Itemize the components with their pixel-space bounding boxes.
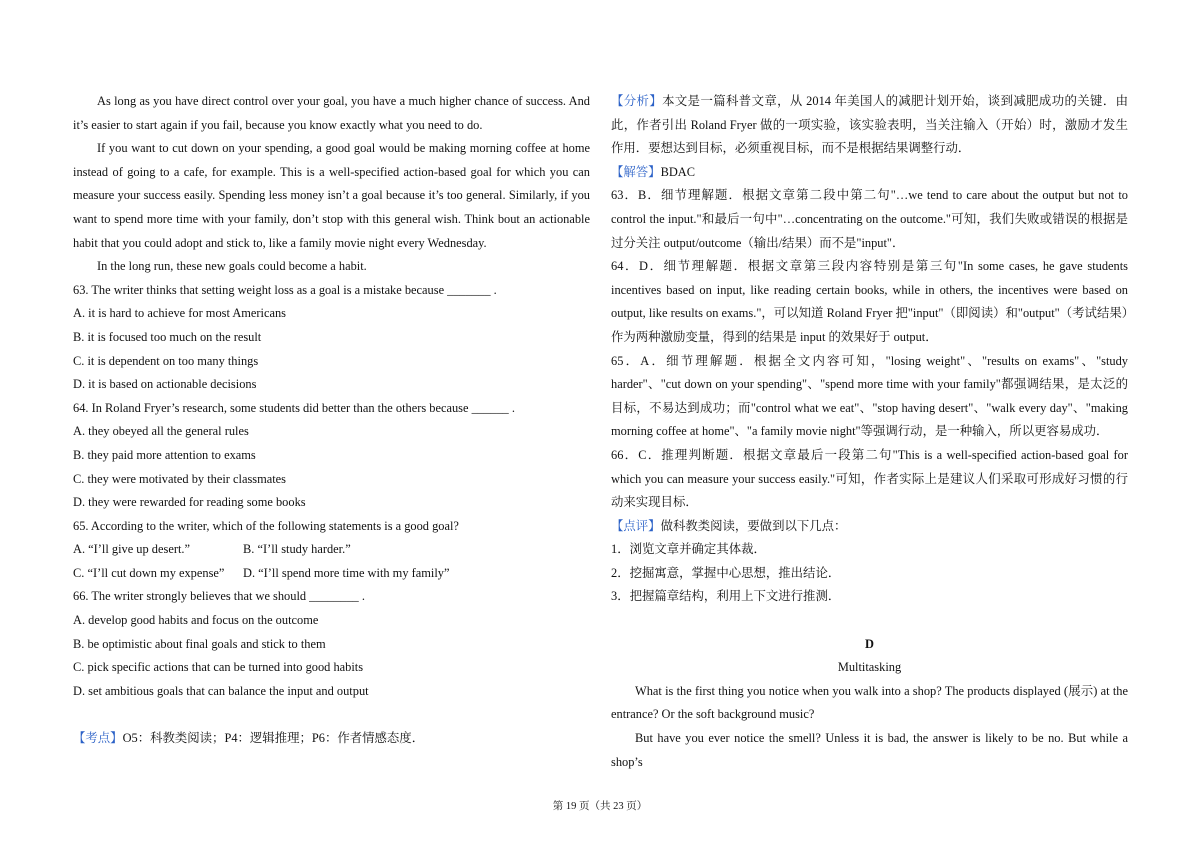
question-64-option-a: A. they obeyed all the general rules [73, 424, 249, 439]
question-64-option-d: D. they were rewarded for reading some books [73, 495, 306, 510]
dianping-note [611, 515, 1128, 539]
spacer [611, 609, 1128, 633]
kaodian-note [73, 727, 590, 751]
kaodian-label: 【考点】 [73, 731, 123, 746]
question-63-option-b: B. it is focused too much on the result [73, 329, 262, 344]
spacer [73, 703, 590, 727]
question-63-stem: 63. The writer thinks that setting weight loss as a goal is a mistake because _______ . [73, 282, 497, 297]
answer-63: 63．B．细节理解题．根据文章第二段中第二句"…we tend to care about the output but not to control the input."和最后一句中"…concentrating on the outcome."可知，我们失败或错误的根据是过分关注 output/outcome（输出/结果）而不是"input"． [611, 188, 1128, 250]
kaodian-text: O5：科教类阅读；P4：逻辑推理；P6：作者情感态度． [122, 731, 425, 746]
left-column [73, 90, 590, 751]
answer-64: 64．D．细节理解题．根据文章第三段内容特别是第三句"In some cases, he gave students incentives based on input, like reading certain books, while in others, the incentives were based on output, like results on exams."，可以知道 Roland Fryer 把"input"（即阅读）和"output"（考试结果）作为两种激励变量，得到的结果是 input 的效果好于 output． [611, 259, 1128, 344]
question-66-stem: 66. The writer strongly believes that we should ________ . [73, 589, 365, 604]
question-66-option-c: C. pick specific actions that can be turned into good habits [73, 660, 364, 675]
question-66-option-a: A. develop good habits and focus on the outcome [73, 613, 319, 628]
question-65-option-c: C. “I’ll cut down my expense” [73, 565, 225, 580]
fenxi-text: 本文是一篇科普文章，从 2014 年美国人的减肥计划开始，谈到减肥成功的关键．由此，作者引出 Roland Fryer 做的一项实验，该实验表明，当关注输入（开始）时，激励才发生作用．要想达到目标，必须重视目标，而不是根据结果调整行动． [611, 94, 1128, 156]
question-63-option-d: D. it is based on actionable decisions [73, 377, 257, 392]
question-63-option-c: C. it is dependent on too many things [73, 353, 259, 368]
question-66-option-d: D. set ambitious goals that can balance the input and output [73, 683, 369, 698]
passage-paragraph: If you want to cut down on your spending, a good goal would be making morning coffee at home instead of going to a cafe, for example. This is a well-specified action-based goal for which you can measure your success easily. Spending less money isn’t a goal because it’s too general. Similarly, if you want to spend more time with your family, don’t stop with this general wish. Think bout an actionable habit that you could adopt and stick to, like a family movie night every Wednesday. [73, 141, 590, 250]
dianping-label: 【点评】 [611, 518, 661, 533]
question-64-option-b: B. they paid more attention to exams [73, 447, 256, 462]
fenxi-note [611, 90, 1128, 161]
passage-paragraph: As long as you have direct control over your goal, you have a much higher chance of success. And it’s easier to start again if you fail, because you know exactly what you need to do. [73, 94, 590, 132]
question-65-option-a: A. “I’ll give up desert.” [73, 542, 190, 557]
dianping-text: 做科教类阅读，要做到以下几点： [660, 518, 847, 533]
answer-65: 65．A．细节理解题．根据全文内容可知，"losing weight"、"results on exams"、"study harder"、"cut down on your spending"、"spend more time with your family"都强调结果，是太泛的目标，不易达到成功；而"control what we eat"、"stop having desert"、"walk every day"、"making morning coffee at home"、"a family movie night"等强调行动，是一种输入，所以更容易成功． [611, 353, 1128, 439]
jieda-label: 【解答】 [611, 164, 661, 179]
page-footer: 第 19 页（共 23 页） [552, 801, 648, 812]
dianping-item: 1．浏览文章并确定其体裁． [611, 542, 766, 557]
dianping-item: 3．把握篇章结构，利用上下文进行推测． [611, 589, 841, 604]
question-65-options-row-2 [73, 562, 590, 586]
section-paragraph: What is the first thing you notice when you walk into a shop? The products displayed (展示) at the entrance? Or the soft background music? [611, 683, 1128, 722]
fenxi-label: 【分析】 [611, 94, 663, 108]
question-64-stem: 64. In Roland Fryer’s research, some students did better than the others because ______ . [73, 400, 515, 415]
question-65-option-b: B. “I’ll study harder.” [243, 542, 351, 557]
question-65-options-row-1 [73, 538, 590, 562]
right-column [611, 90, 1128, 774]
jieda-text: BDAC [660, 164, 695, 179]
question-64-option-c: C. they were motivated by their classmates [73, 471, 286, 486]
jieda-note [611, 161, 1128, 185]
section-title: Multitasking [837, 660, 902, 675]
section-paragraph: But have you ever notice the smell? Unless it is bad, the answer is likely to be no. But while a shop’s [611, 731, 1128, 769]
answer-66: 66．C．推理判断题．根据文章最后一段第二句"This is a well-specified action-based goal for which you can measure your success easily."可知，作者实际上是建议人们采取可形成好习惯的行动来实现目标． [611, 447, 1128, 510]
passage-paragraph: In the long run, these new goals could become a habit. [97, 259, 367, 274]
dianping-item: 2．挖掘寓意，掌握中心思想，推出结论． [611, 565, 841, 580]
question-65-option-d: D. “I’ll spend more time with my family” [243, 565, 450, 580]
section-letter: D [865, 636, 874, 651]
question-63-option-a: A. it is hard to achieve for most Americans [73, 306, 286, 321]
question-65-stem: 65. According to the writer, which of the following statements is a good goal? [73, 518, 459, 533]
question-66-option-b: B. be optimistic about final goals and stick to them [73, 636, 326, 651]
